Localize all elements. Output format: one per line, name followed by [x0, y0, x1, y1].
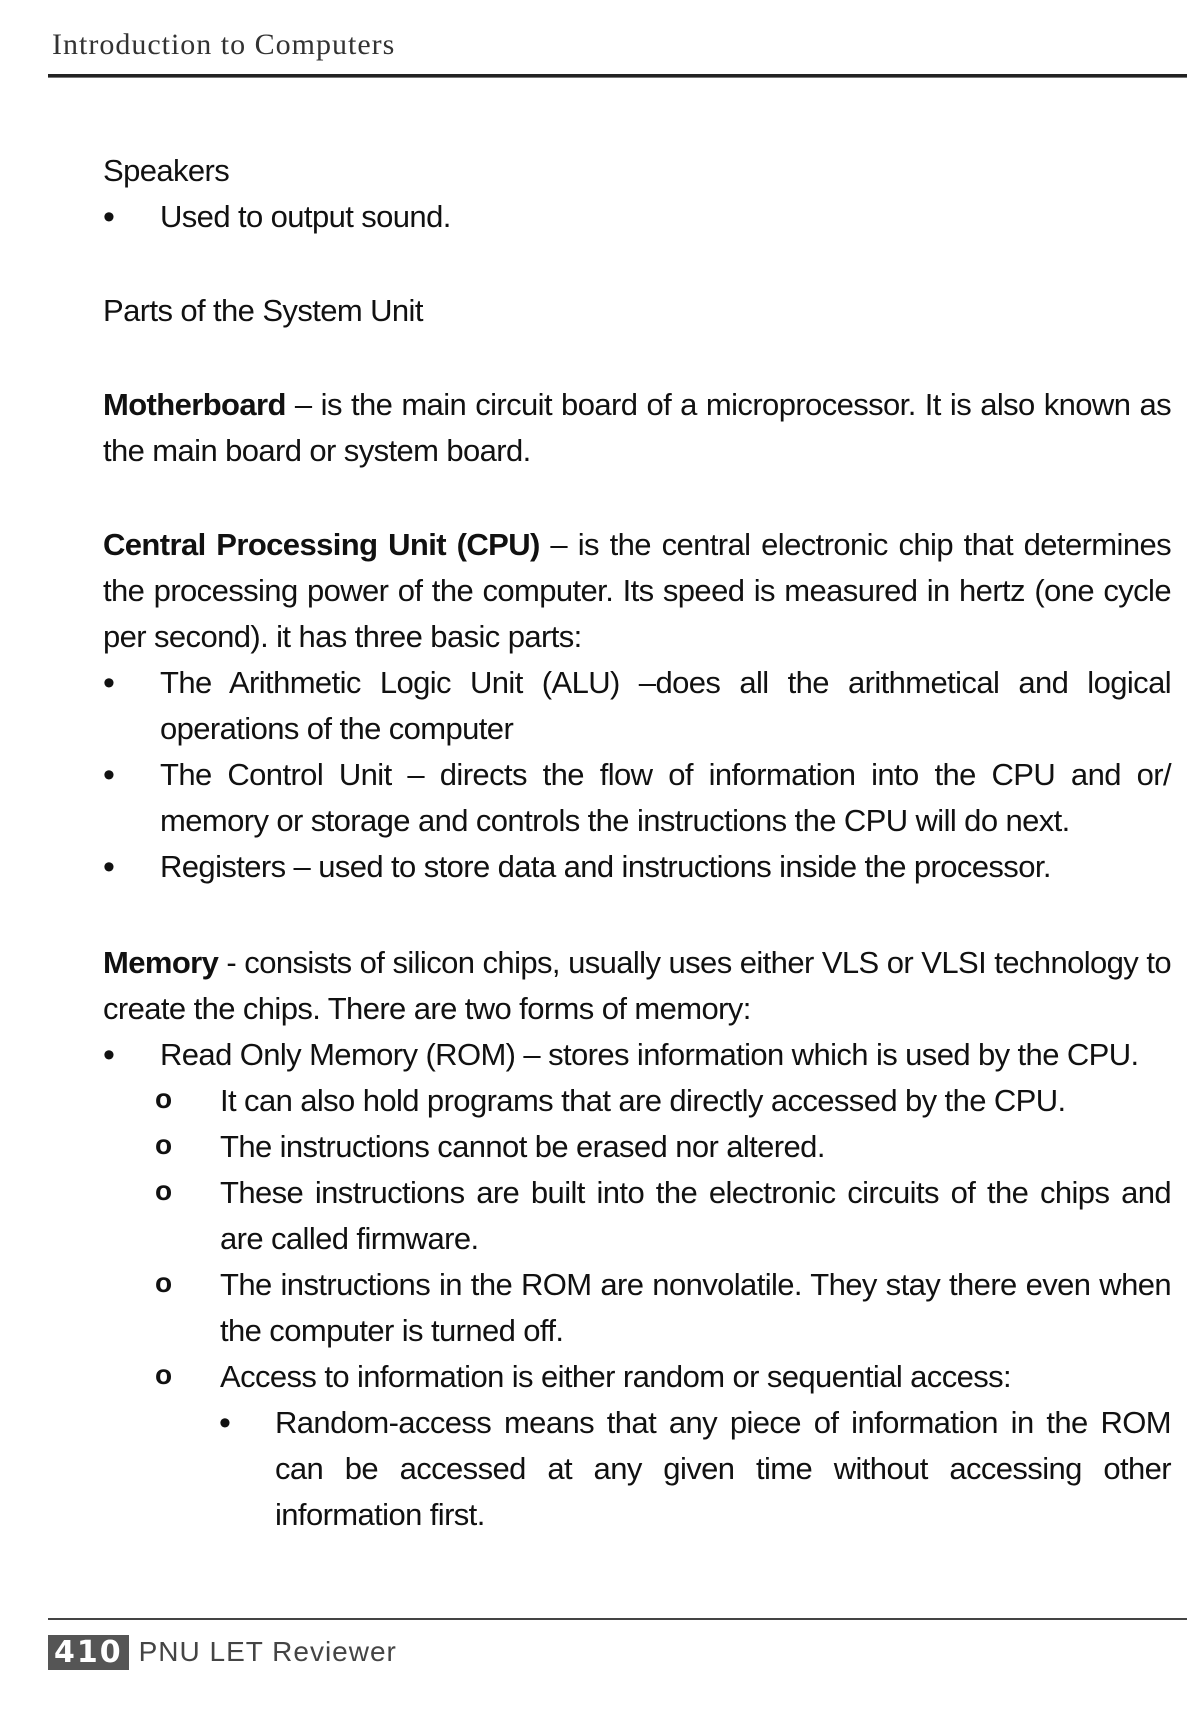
- speakers-list: [103, 194, 1171, 240]
- cpu-part-text: – directs the flow of information into the CPU and or/ memory or storage and controls the instructions the CPU will do next.: [160, 757, 1171, 838]
- rom-point: o It can also hold programs that are directly accessed by the CPU.: [103, 1078, 1171, 1124]
- rom-sub-point: • Random-access means that any piece of information in the ROM can be accessed at any given time without accessing other information first.: [103, 1400, 1171, 1538]
- rom-item: [103, 1032, 1171, 1078]
- cpu-term: Central Processing Unit (CPU): [103, 527, 540, 562]
- rom-point: o These instructions are built into the electronic circuits of the chips and are called firmware.: [103, 1170, 1171, 1262]
- memory-paragraph: [103, 940, 1171, 1032]
- motherboard-definition: – is the main circuit board of a microprocessor. It is also known as the main board or system board.: [103, 387, 1171, 468]
- page-number: 410: [48, 1635, 129, 1670]
- footer-title: PNU LET Reviewer: [138, 1636, 397, 1667]
- rom-definition: – stores information which is used by the CPU.: [515, 1037, 1139, 1072]
- memory-definition: - consists of silicon chips, usually uses either VLS or VLSI technology to create the chips. There are two forms of memory:: [103, 945, 1171, 1026]
- running-header: Introduction to Computers: [52, 28, 396, 61]
- memory-term: Memory: [103, 945, 219, 980]
- rom-point: o Access to information is either random or sequential access:: [103, 1354, 1171, 1400]
- rom-point: o The instructions cannot be erased nor altered.: [103, 1124, 1171, 1170]
- cpu-paragraph: [103, 522, 1171, 660]
- cpu-part-term: Registers: [160, 849, 286, 884]
- speakers-bullet: • Used to output sound.: [103, 194, 1171, 240]
- system-unit-heading: Parts of the System Unit: [103, 293, 423, 328]
- page-footer: [48, 1632, 397, 1672]
- footer-divider: [48, 1618, 1187, 1620]
- motherboard-paragraph: [103, 382, 1171, 474]
- cpu-part-alu: [103, 660, 1171, 752]
- cpu-part-registers: [103, 844, 1171, 890]
- speakers-heading: Speakers: [103, 153, 230, 188]
- rom-term: Read Only Memory (ROM): [160, 1037, 516, 1072]
- header-divider: [48, 74, 1187, 78]
- rom-point: o The instructions in the ROM are nonvolatile. They stay there even when the computer is turned off.: [103, 1262, 1171, 1354]
- motherboard-term: Motherboard: [103, 387, 286, 422]
- cpu-part-term: The Arithmetic Logic Unit (ALU): [160, 665, 620, 700]
- cpu-part-control-unit: [103, 752, 1171, 844]
- page-body: [103, 148, 1171, 1538]
- cpu-part-text: – used to store data and instructions inside the processor.: [285, 849, 1051, 884]
- cpu-part-text: –does all the arithmetical and logical operations of the computer: [160, 665, 1171, 746]
- cpu-parts-list: [103, 660, 1171, 890]
- memory-list: [103, 1032, 1171, 1538]
- cpu-definition: – is the central electronic chip that determines the processing power of the computer. Its speed is measured in hertz (one cycle per second). it has three basic parts:: [103, 527, 1171, 654]
- cpu-part-term: The Control Unit: [160, 757, 392, 792]
